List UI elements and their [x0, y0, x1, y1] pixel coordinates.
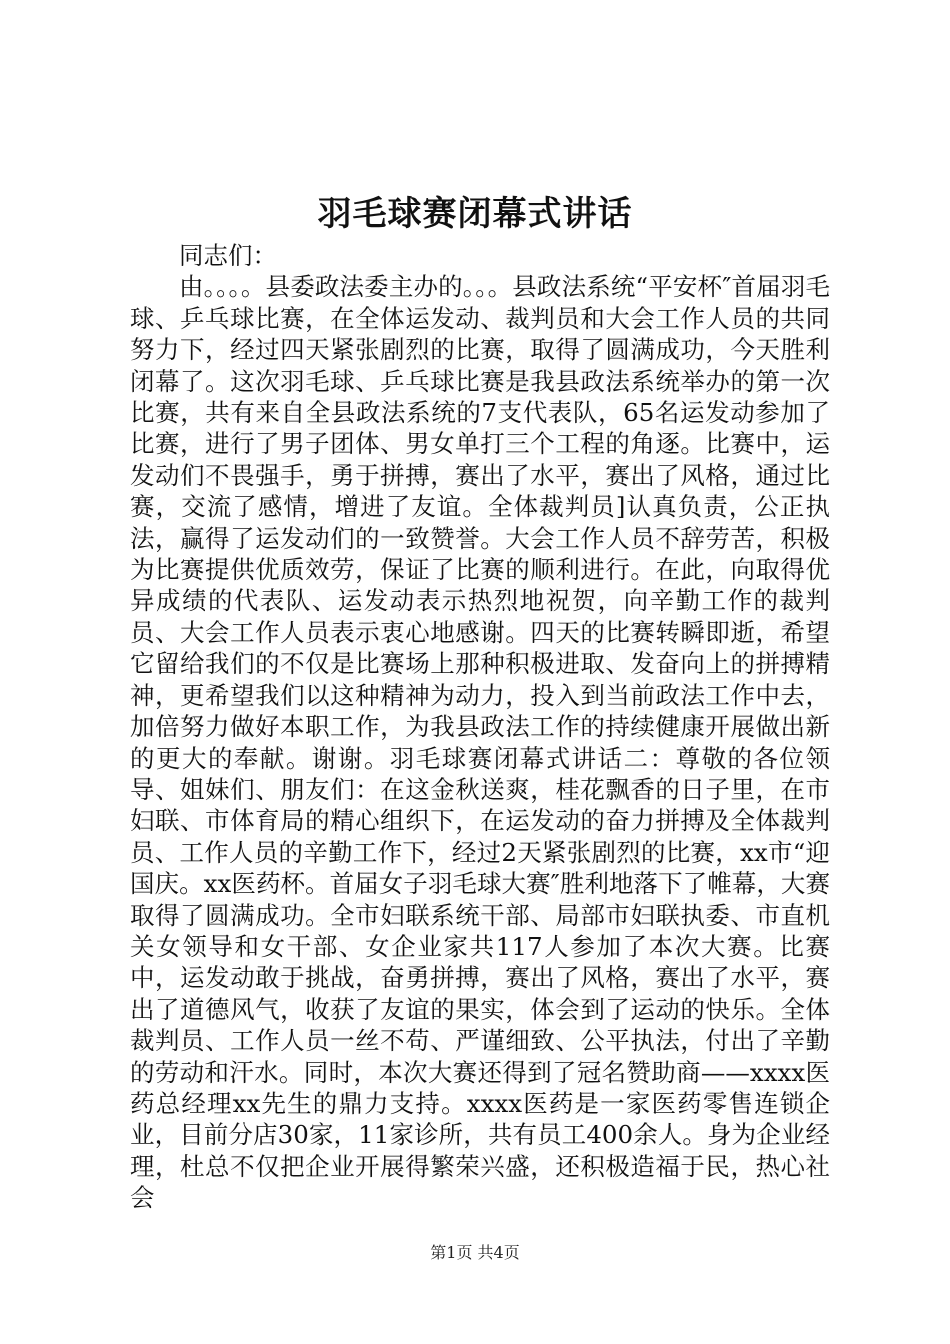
document-title: 羽毛球赛闭幕式讲话: [317, 194, 633, 234]
body-paragraph: 由。。。。县委政法委主办的。。。县政法系统“平安杯″首届羽毛球、乒乓球比赛，在全体运发动、裁判员和大会工作人员的共同努力下，经过四天紧张剧烈的比赛，取得了圆满成功，今天胜利闭幕了。这次羽毛球、乒乓球比赛是我县政法系统举办的第一次比赛，共有来自全县政法系统的7支代表队，65名运发动参加了比赛，进行了男子团体、男女单打三个工程的角逐。比赛中，运发动们不畏强手，勇于拼搏，赛出了水平，赛出了风格，通过比赛，交流了感情，增进了友谊。全体裁判员]认真负责，公正执法，赢得了运发动们的一致赞誉。大会工作人员不辞劳苦，积极为比赛提供优质效劳，保证了比赛的顺利进行。在此，向取得优异成绩的代表队、运发动表示热烈地祝贺，向辛勤工作的裁判员、大会工作人员表示衷心地感谢。四天的比赛转瞬即逝，希望它留给我们的不仅是比赛场上那种积极进取、发奋向上的拼搏精神，更希望我们以这种精神为动力，投入到当前政法工作中去，加倍努力做好本职工作，为我县政法工作的持续健康开展做出新的更大的奉献。谢谢。羽毛球赛闭幕式讲话二：尊敬的各位领导、姐妹们、朋友们：在这金秋送爽，桂花飘香的日子里，在市妇联、市体育局的精心组织下，在运发动的奋力拼搏及全体裁判员、工作人员的辛勤工作下，经过2天紧张剧烈的比赛，xx市“迎国庆。xx医药杯。首届女子羽毛球大赛″胜利地落下了帷幕，大赛取得了圆满成功。全市妇联系统干部、局部市妇联执委、市直机关女领导和女干部、女企业家共117人参加了本次大赛。比赛中，运发动敢于挑战，奋勇拼搏，赛出了风格，赛出了水平，赛出了道德风气，收获了友谊的果实，体会到了运动的快乐。全体裁判员、工作人员一丝不苟、严谨细致、公平执法，付出了辛勤的劳动和汗水。同时，本次大赛还得到了冠名赞助商——xxxx医药总经理xx先生的鼎力支持。xxxx医药是一家医药零售连锁企业，目前分店30家，11家诊所，共有员工400余人。身为企业经理，杜总不仅把企业开展得繁荣兴盛，还积极造福于民，热心社会: [130, 272, 830, 1213]
page-number: 第1页 共4页: [430, 1243, 520, 1262]
salutation: 同志们：: [179, 241, 277, 270]
document-body: [130, 240, 830, 1214]
